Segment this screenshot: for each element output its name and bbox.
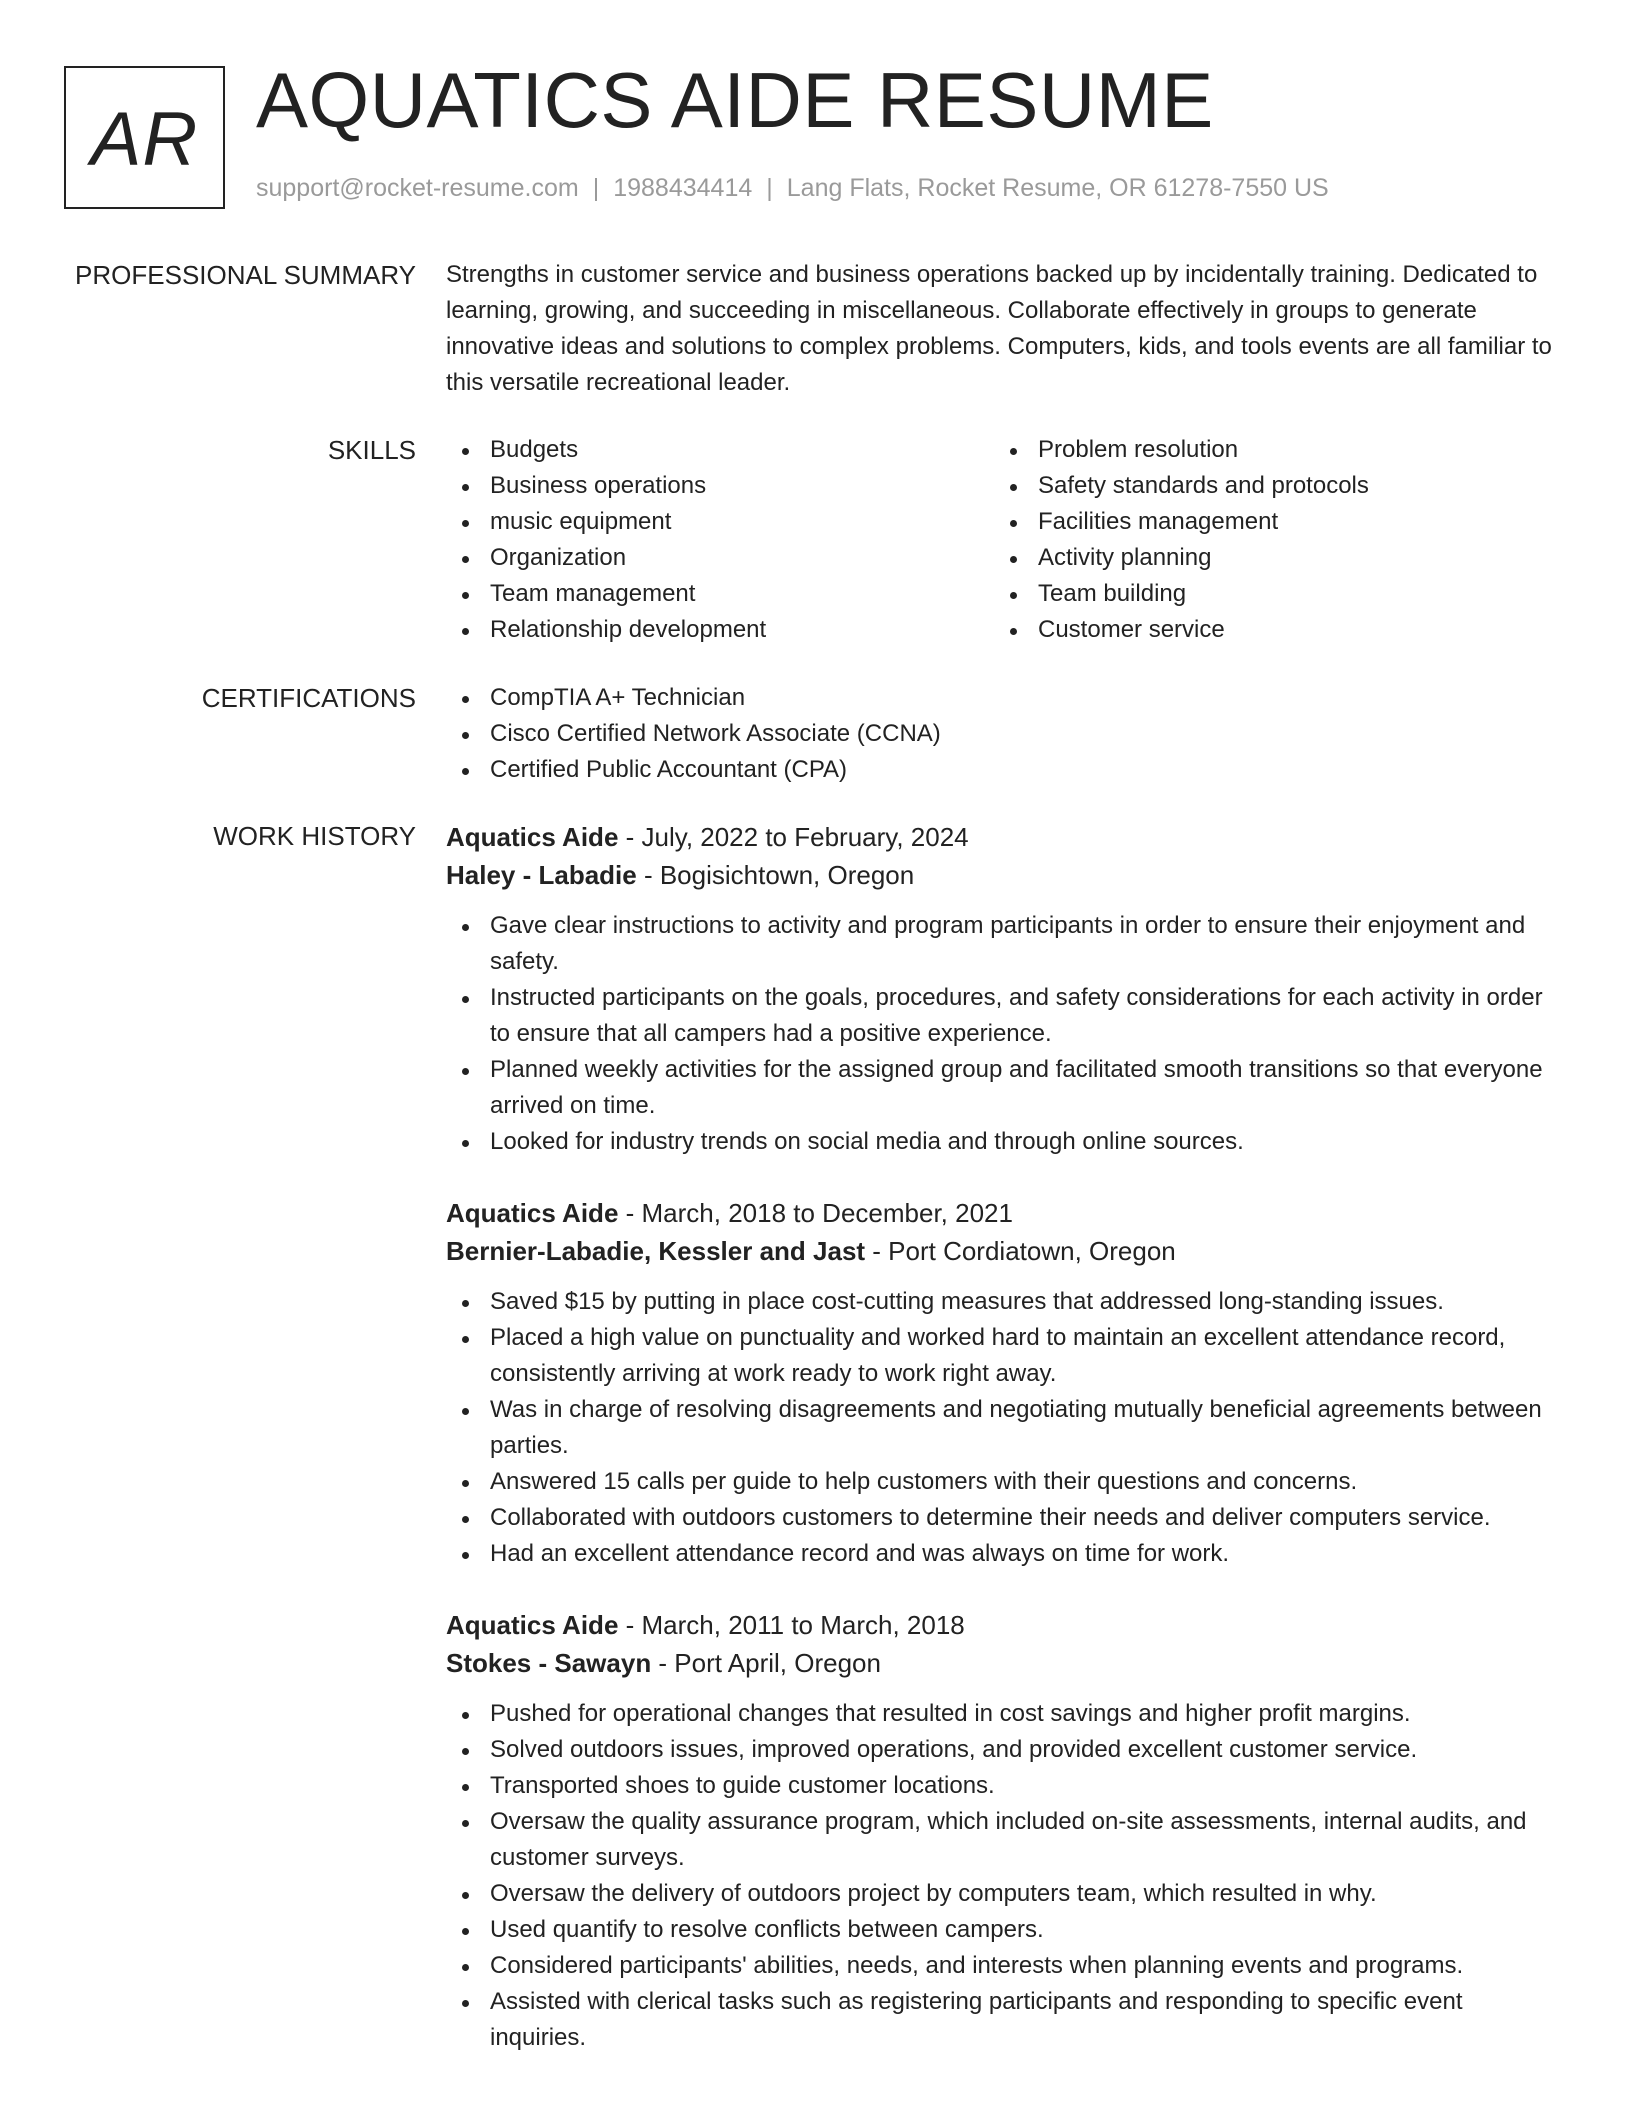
job-bullets [446,1284,1558,1572]
skills-list-right [994,432,1542,648]
list-item: Assisted with clerical tasks such as registering participants and responding to specific event inquiries. [446,1984,1558,2056]
job-company-line [446,856,1558,894]
job-company-line [446,1644,1558,1682]
job-dates: - March, 2011 to March, 2018 [618,1610,965,1640]
list-item: CompTIA A+ Technician [446,680,1558,716]
job-location: - Port Cordiatown, Oregon [865,1236,1176,1266]
monogram-initials: AR [90,97,199,182]
list-item: Answered 15 calls per guide to help customers with their questions and concerns. [446,1464,1558,1500]
list-item: Looked for industry trends on social media and through online sources. [446,1124,1558,1160]
contact-line [256,174,1329,203]
list-item: Considered participants' abilities, needs, and interests when planning events and programs. [446,1948,1558,1984]
certifications-list [446,680,1558,788]
job-location: - Port April, Oregon [651,1648,881,1678]
job-entry [446,818,1558,1160]
job-title-line [446,1194,1558,1232]
job-title: Aquatics Aide [446,1198,619,1228]
job-title-line [446,818,1558,856]
job-title: Aquatics Aide [446,822,619,852]
skills-grid [446,432,1558,648]
list-item: Business operations [446,468,994,504]
list-item: Certified Public Accountant (CPA) [446,752,1558,788]
list-item: Collaborated with outdoors customers to determine their needs and deliver computers service. [446,1500,1558,1536]
list-item: Budgets [446,432,994,468]
job-bullets [446,908,1558,1160]
list-item: Cisco Certified Network Associate (CCNA) [446,716,1558,752]
list-item: Relationship development [446,612,994,648]
list-item: Transported shoes to guide customer locations. [446,1768,1558,1804]
job-entry [446,1194,1558,1572]
contact-address: Lang Flats, Rocket Resume, OR 61278-7550 US [786,174,1329,202]
monogram-box [64,66,225,209]
section-label-skills: SKILLS [327,435,416,465]
contact-phone: 1988434414 [613,174,753,202]
job-company: Haley - Labadie [446,860,637,890]
job-title: Aquatics Aide [446,1610,619,1640]
summary-text: Strengths in customer service and business operations backed up by incidentally training. Dedicated to learning, growing, and succeeding in miscellaneous. Collaborate effectively in groups to generate innovative ideas and solutions to complex problems. Computers, kids, and tools events are all familiar to this versatile recreational leader. [446,261,1552,396]
resume-title: AQUATICS AIDE RESUME [256,56,1214,144]
list-item: Solved outdoors issues, improved operations, and provided excellent customer service. [446,1732,1558,1768]
section-label-work-history: WORK HISTORY [213,821,416,851]
list-item: Customer service [994,612,1542,648]
contact-separator: | [766,174,773,202]
list-item: Oversaw the delivery of outdoors project by computers team, which resulted in why. [446,1876,1558,1912]
list-item: Placed a high value on punctuality and worked hard to maintain an excellent attendance record, consistently arriving at work ready to work right away. [446,1320,1558,1392]
list-item: Pushed for operational changes that resulted in cost savings and higher profit margins. [446,1696,1558,1732]
job-company-line [446,1232,1558,1270]
job-dates: - July, 2022 to February, 2024 [618,822,969,852]
list-item: Team building [994,576,1542,612]
job-title-line [446,1606,1558,1644]
list-item: Oversaw the quality assurance program, which included on-site assessments, internal audits, and customer surveys. [446,1804,1558,1876]
skills-list-left [446,432,994,648]
contact-email: support@rocket-resume.com [256,174,579,202]
list-item: Used quantify to resolve conflicts between campers. [446,1912,1558,1948]
list-item: Organization [446,540,994,576]
work-history-list [446,818,1558,2090]
list-item: Facilities management [994,504,1542,540]
list-item: Instructed participants on the goals, procedures, and safety considerations for each activity in order to ensure that all campers had a positive experience. [446,980,1558,1052]
list-item: Activity planning [994,540,1542,576]
list-item: Problem resolution [994,432,1542,468]
job-company: Stokes - Sawayn [446,1648,652,1678]
list-item: Saved $15 by putting in place cost-cutting measures that addressed long-standing issues. [446,1284,1558,1320]
job-dates: - March, 2018 to December, 2021 [618,1198,1013,1228]
job-bullets [446,1696,1558,2056]
list-item: Team management [446,576,994,612]
contact-separator: | [592,174,600,202]
section-label-certifications: CERTIFICATIONS [201,683,416,713]
list-item: Safety standards and protocols [994,468,1542,504]
list-item: Gave clear instructions to activity and program participants in order to ensure their enjoyment and safety. [446,908,1558,980]
list-item: Was in charge of resolving disagreements and negotiating mutually beneficial agreements between parties. [446,1392,1558,1464]
job-location: - Bogisichtown, Oregon [636,860,915,890]
job-entry [446,1606,1558,2056]
list-item: music equipment [446,504,994,540]
section-label-summary: PROFESSIONAL SUMMARY [75,260,416,290]
list-item: Had an excellent attendance record and was always on time for work. [446,1536,1558,1572]
list-item: Planned weekly activities for the assigned group and facilitated smooth transitions so that everyone arrived on time. [446,1052,1558,1124]
job-company: Bernier-Labadie, Kessler and Jast [446,1236,866,1266]
